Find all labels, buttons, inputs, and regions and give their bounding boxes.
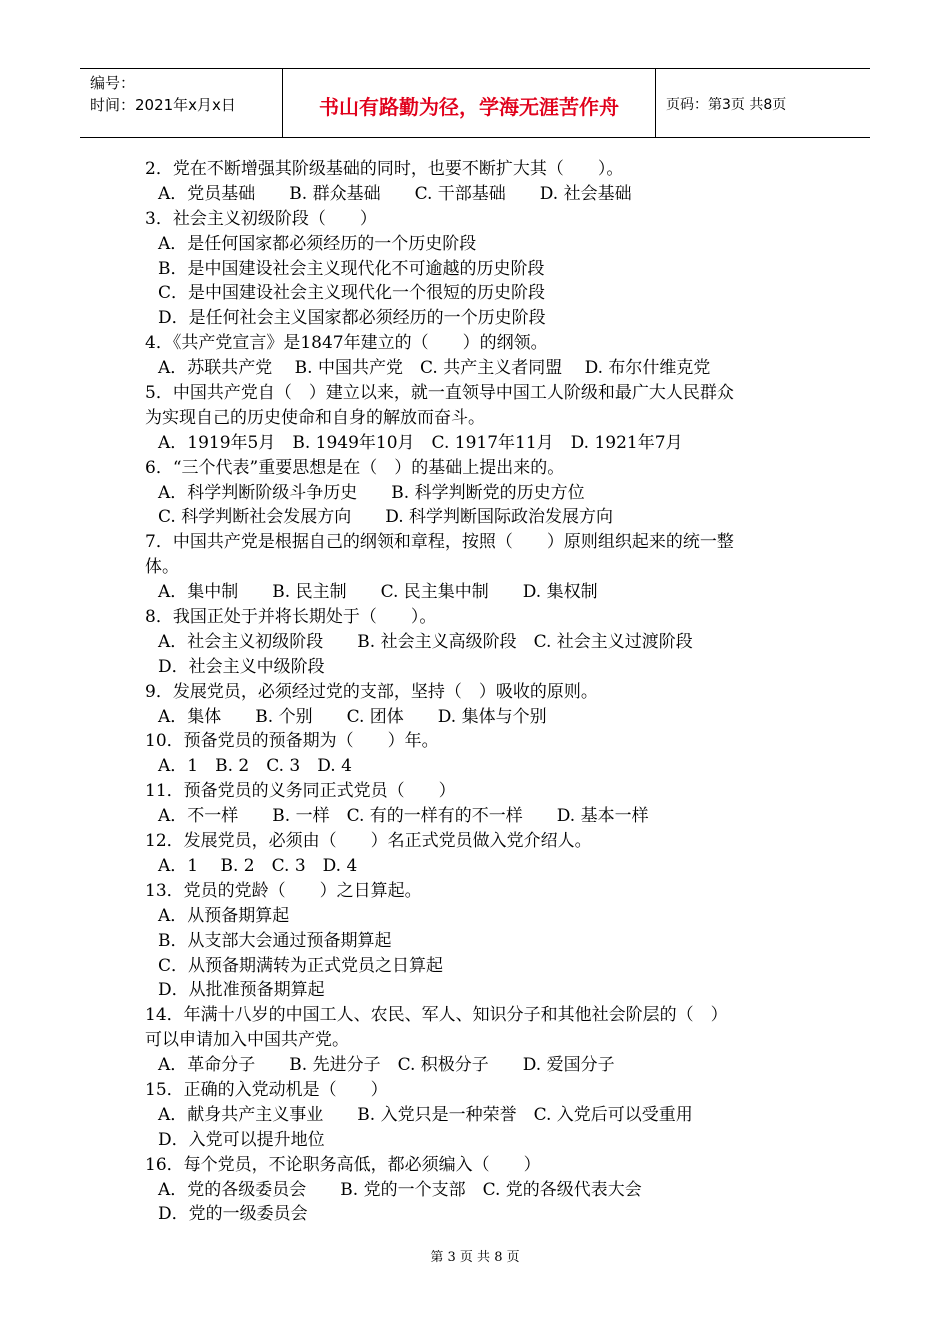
answer-options: A．1 B. 2 C. 3 D. 4 <box>158 756 352 777</box>
answer-options: D．社会主义中级阶段 <box>158 656 325 677</box>
page-footer: 第 3 页 共 8 页 <box>430 1250 520 1265</box>
header-number: 编号： <box>90 74 136 92</box>
question-text: 为实现自己的历史使命和自身的解放而奋斗。 <box>145 407 485 428</box>
question-text: 5．中国共产党自（ ）建立以来，就一直领导中国工人阶级和最广大人民群众 <box>145 383 734 404</box>
question-text: 2．党在不断增强其阶级基础的同时，也要不断扩大其（ ）。 <box>145 159 624 179</box>
answer-options: D．从批准预备期算起 <box>158 980 325 1001</box>
header-motto: 书山有路勤为径，学海无涯苦作舟 <box>283 69 656 137</box>
answer-options: D．是任何社会主义国家都必须经历的一个历史阶段 <box>158 308 546 329</box>
question-text: 可以申请加入中国共产党。 <box>145 1030 349 1051</box>
page-header <box>80 68 870 138</box>
answer-options: A．集体 B. 个别 C. 团体 D. 集体与个别 <box>158 706 547 727</box>
question-text: 16．每个党员，不论职务高低，都必须编入（ ） <box>145 1154 541 1175</box>
header-time: 时间：2021年x月x日 <box>90 96 236 114</box>
answer-options: D．入党可以提升地位 <box>158 1129 325 1150</box>
answer-options: B．是中国建设社会主义现代化不可逾越的历史阶段 <box>158 258 545 279</box>
question-text: 4．《共产党宣言》是1847年建立的（ ）的纲领。 <box>145 333 548 354</box>
answer-options: A．1 B. 2 C. 3 D. 4 <box>158 855 358 876</box>
question-text: 14．年满十八岁的中国工人、农民、军人、知识分子和其他社会阶层的（ ） <box>145 1005 728 1026</box>
answer-options: A．党员基础 B. 群众基础 C. 干部基础 D. 社会基础 <box>158 183 632 204</box>
answer-options: A．科学判断阶级斗争历史 B. 科学判断党的历史方位 <box>158 482 585 503</box>
question-text: 13．党员的党龄（ ）之日算起。 <box>145 880 422 901</box>
answer-options: A．1919年5月 B. 1949年10月 C. 1917年11月 D. 1921年7月 <box>158 432 683 453</box>
question-text: 9．发展党员，必须经过党的支部，坚持（ ）吸收的原则。 <box>145 681 598 702</box>
question-text: 15．正确的入党动机是（ ） <box>145 1079 388 1100</box>
question-text: 10．预备党员的预备期为（ ）年。 <box>145 731 439 752</box>
question-text: 6．“三个代表”重要思想是在（ ）的基础上提出来的。 <box>145 457 565 478</box>
answer-options: A．苏联共产党 B. 中国共产党 C. 共产主义者同盟 D. 布尔什维克党 <box>158 358 711 379</box>
answer-options: A．集中制 B. 民主制 C. 民主集中制 D. 集权制 <box>158 582 598 603</box>
answer-options: C．从预备期满转为正式党员之日算起 <box>158 955 444 976</box>
answer-options: A．社会主义初级阶段 B. 社会主义高级阶段 C. 社会主义过渡阶段 <box>158 631 693 652</box>
question-text: 8．我国正处于并将长期处于（ ）。 <box>145 607 437 628</box>
answer-options: A．不一样 B. 一样 C. 有的一样有的不一样 D. 基本一样 <box>158 806 649 827</box>
question-text: 12．发展党员，必须由（ ）名正式党员做入党介绍人。 <box>145 831 592 852</box>
answer-options: C．是中国建设社会主义现代化一个很短的历史阶段 <box>158 283 546 304</box>
question-text: 3．社会主义初级阶段（ ） <box>145 208 377 229</box>
question-content <box>145 157 825 1227</box>
header-page-info: 页码：第3页 共8页 <box>666 97 787 113</box>
answer-options: A．是任何国家都必须经历的一个历史阶段 <box>158 233 477 254</box>
question-text: 7．中国共产党是根据自己的纲领和章程，按照（ ）原则组织起来的统一整 <box>145 532 734 553</box>
answer-options: A．从预备期算起 <box>158 905 290 926</box>
answer-options: B．从支部大会通过预备期算起 <box>158 930 392 951</box>
answer-options: C. 科学判断社会发展方向 D. 科学判断国际政治发展方向 <box>158 507 614 528</box>
answer-options: A．献身共产主义事业 B. 入党只是一种荣誉 C. 入党后可以受重用 <box>158 1104 693 1125</box>
question-text: 11．预备党员的义务同正式党员（ ） <box>145 781 456 802</box>
answer-options: D．党的一级委员会 <box>158 1204 308 1225</box>
answer-options: A．党的各级委员会 B. 党的一个支部 C. 党的各级代表大会 <box>158 1179 642 1200</box>
header-meta <box>80 69 283 137</box>
question-text: 体。 <box>145 557 179 578</box>
answer-options: A．革命分子 B. 先进分子 C. 积极分子 D. 爱国分子 <box>158 1055 615 1076</box>
